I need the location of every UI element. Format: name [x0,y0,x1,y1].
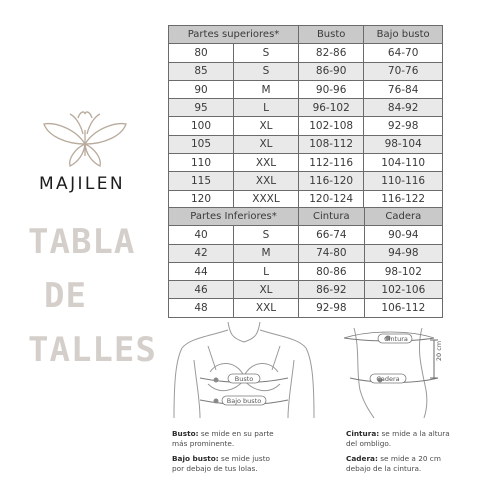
table-cell: XXL [234,299,299,317]
table-cell: 116-122 [364,190,443,208]
busto-note-term: Busto: [172,429,199,438]
cadera-note [346,454,441,473]
table-cell: 42 [169,244,234,262]
table-cell: XL [234,117,299,135]
table-cell: 90-96 [299,80,364,98]
table-cell: 115 [169,172,234,190]
table-cell: XXL [234,154,299,172]
table-cell: S [234,226,299,244]
table-row [169,281,443,299]
table-row [169,99,443,117]
lower-size-table [168,207,443,318]
table-row [169,299,443,317]
cadera-note-text-1: se mide a 20 cm [377,454,441,463]
table-cell: 66-74 [299,226,365,244]
table-cell: 48 [169,299,234,317]
table-cell: 64-70 [364,44,443,62]
table-cell: 110 [169,154,234,172]
busto-note [172,429,274,448]
table-header-row [169,26,443,44]
table-cell: XL [234,135,299,153]
table-cell: 105 [169,135,234,153]
table-cell: 106-112 [364,299,442,317]
table-row [169,190,443,208]
table-cell: 96-102 [299,99,364,117]
table-cell: L [234,262,299,280]
table-cell: XL [234,281,299,299]
table-cell: 82-86 [299,44,364,62]
cintura-note-text-1: se mide a la altura [379,429,450,438]
bajo-busto-note-term: Bajo busto: [172,454,219,463]
bajo-busto-note-text-1: se mide justo [218,454,271,463]
cadera-note-term: Cadera: [346,454,378,463]
table-cell: 92-98 [299,299,365,317]
table-cell: M [234,80,299,98]
table-cell: L [234,99,299,117]
table-row [169,262,443,280]
table-row [169,135,443,153]
table-cell: 108-112 [299,135,364,153]
brand-name: MAJILEN [38,174,126,194]
table-cell: 120-124 [299,190,364,208]
table-row [169,80,443,98]
table-cell: XXXL [234,190,299,208]
cintura-note-text-2: del ombligo. [346,438,392,448]
header-partes-superiores: Partes superiores* [169,26,299,44]
table-cell: 104-110 [364,154,443,172]
table-cell: 98-104 [364,135,443,153]
table-cell: 90-94 [364,226,442,244]
table-cell: 120 [169,190,234,208]
table-cell: XXL [234,172,299,190]
twenty-cm-label: 20 cm [435,340,443,362]
cadera-note-text-2: debajo de la cintura. [346,463,422,473]
bajo-busto-note [172,454,270,473]
table-row [169,172,443,190]
table-row [169,62,443,80]
table-cell: 102-106 [364,281,442,299]
header-cadera: Cadera [364,208,442,226]
table-cell: 86-92 [299,281,365,299]
table-cell: 74-80 [299,244,365,262]
table-row [169,44,443,62]
table-cell: 110-116 [364,172,443,190]
table-row [169,226,443,244]
table-cell: S [234,62,299,80]
upper-table-body [169,44,443,209]
table-cell: 112-116 [299,154,364,172]
header-cintura: Cintura [299,208,365,226]
table-cell: 84-92 [364,99,443,117]
cadera-tape-label: Cadera [376,375,400,383]
table-cell: S [234,44,299,62]
busto-tape-label: Busto [234,375,254,383]
butterfly-logo-icon [40,108,130,170]
table-cell: 85 [169,62,234,80]
table-cell: 94-98 [364,244,442,262]
table-cell: 70-76 [364,62,443,80]
table-row [169,244,443,262]
table-cell: 80 [169,44,234,62]
table-cell: 90 [169,80,234,98]
table-cell: 86-90 [299,62,364,80]
upper-size-table [168,25,443,209]
table-cell: 40 [169,226,234,244]
table-cell: 80-86 [299,262,365,280]
header-busto: Busto [299,26,364,44]
table-cell: 95 [169,99,234,117]
table-cell: 116-120 [299,172,364,190]
table-cell: 102-108 [299,117,364,135]
bajo-busto-tape-label: Bajo busto [226,397,262,405]
busto-note-text-2: más prominente. [172,438,235,448]
header-bajo-busto: Bajo busto [364,26,443,44]
table-cell: 98-102 [364,262,442,280]
table-cell: 44 [169,262,234,280]
cintura-tape-label: Cintura [384,335,408,343]
table-header-row [169,208,443,226]
table-cell: 92-98 [364,117,443,135]
cintura-note-term: Cintura: [346,429,380,438]
table-cell: 76-84 [364,80,443,98]
table-cell: M [234,244,299,262]
bajo-busto-note-text-2: por debajo de tus lolas. [172,463,258,473]
lower-table-body [169,226,443,317]
table-cell: 46 [169,281,234,299]
title-line-3: TALLES [28,330,157,370]
bust-measure-illustration [160,320,330,420]
table-cell: 100 [169,117,234,135]
cintura-note [346,429,450,448]
busto-note-text-1: se mide en su parte [198,429,274,438]
header-partes-inferiores: Partes Inferiores* [169,208,299,226]
title-line-2: DE [44,276,87,316]
table-row [169,154,443,172]
title-line-1: TABLA [28,222,136,262]
table-row [169,117,443,135]
